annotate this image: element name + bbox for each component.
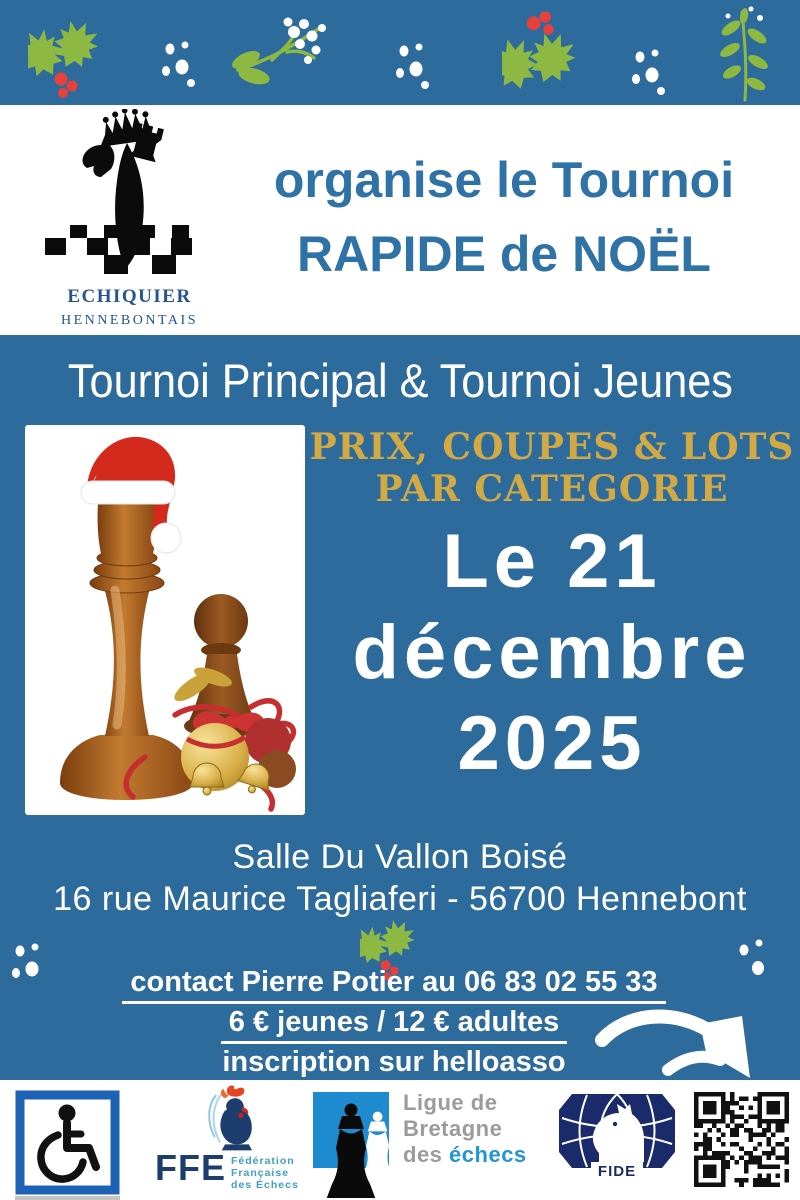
snow-dots-icon (628, 48, 672, 98)
holly-icon (502, 12, 578, 102)
contact-line1: contact Pierre Potier au 06 83 02 55 33 (122, 967, 665, 1004)
header-band (0, 105, 800, 335)
bretagne-line3-blue: échecs (449, 1142, 527, 1167)
leaf-branch-icon (718, 6, 770, 102)
snow-dots-icon (158, 40, 202, 90)
holly-icon (28, 16, 100, 100)
qr-code (688, 1086, 795, 1193)
ffe-rooster-king-icon (193, 1085, 265, 1151)
bretagne-line1: Ligue de (403, 1090, 498, 1115)
club-name-line1: ECHIQUIER (67, 286, 192, 307)
date-line2: décembre (352, 610, 752, 695)
contact-line2: 6 € jeunes / 12 € adultes (221, 1007, 567, 1044)
ffe-logo (155, 1085, 303, 1197)
bretagne-logo-text (403, 1090, 527, 1168)
club-logo (42, 109, 217, 329)
date-line3: 2025 (457, 701, 647, 786)
bretagne-line3-gray: des (403, 1142, 443, 1167)
subtitle-band (0, 338, 800, 422)
contact-line3: inscription sur helloasso (214, 1047, 573, 1084)
chess-club-emblem-icon (45, 109, 215, 284)
santa-chess-illustration-icon (25, 425, 305, 815)
prizes-line2: PAR CATEGORIE (375, 468, 729, 510)
mistletoe-icon (232, 10, 332, 102)
ffe-name-line2: Française (231, 1167, 290, 1179)
venue-line1: Salle Du Vallon Boisé (232, 838, 568, 876)
bretagne-line2: Bretagne (403, 1116, 503, 1141)
title-line1: organise le Tournoi (273, 152, 735, 208)
poster-title (218, 143, 790, 291)
venue-address (0, 836, 800, 920)
snow-dots-icon (392, 42, 436, 92)
photo-edge-bar (15, 1196, 120, 1200)
curved-arrow-icon (592, 1006, 767, 1084)
venue-line2: 16 rue Maurice Tagliaferi - 56700 Hennebont (53, 880, 747, 918)
ffe-name-line1: Fédération (231, 1155, 295, 1167)
bretagne-chess-kings-icon (317, 1098, 409, 1198)
wheelchair-accessible-icon (15, 1090, 120, 1195)
footer-band (0, 1080, 800, 1200)
event-date (308, 516, 796, 789)
fide-label: FIDE (597, 1163, 637, 1180)
bretagne-league-logo (313, 1090, 593, 1198)
fide-label-plate (591, 1162, 643, 1181)
ffe-acronym: FFE (155, 1147, 226, 1188)
date-line1: Le 21 (442, 519, 662, 604)
ffe-name (231, 1155, 299, 1191)
ffe-name-line3: des Échecs (231, 1179, 299, 1191)
prizes-line1: PRIX, COUPES & LOTS (309, 426, 795, 468)
fide-logo (556, 1092, 678, 1190)
santa-chess-photo (25, 425, 305, 815)
subtitle-text: Tournoi Principal & Tournoi Jeunes (67, 353, 733, 407)
bretagne-line3 (403, 1142, 527, 1168)
prizes-text (308, 426, 796, 510)
title-line2: RAPIDE de NOËL (297, 226, 711, 282)
club-name-line2: HENNEBONTAIS (61, 313, 198, 328)
